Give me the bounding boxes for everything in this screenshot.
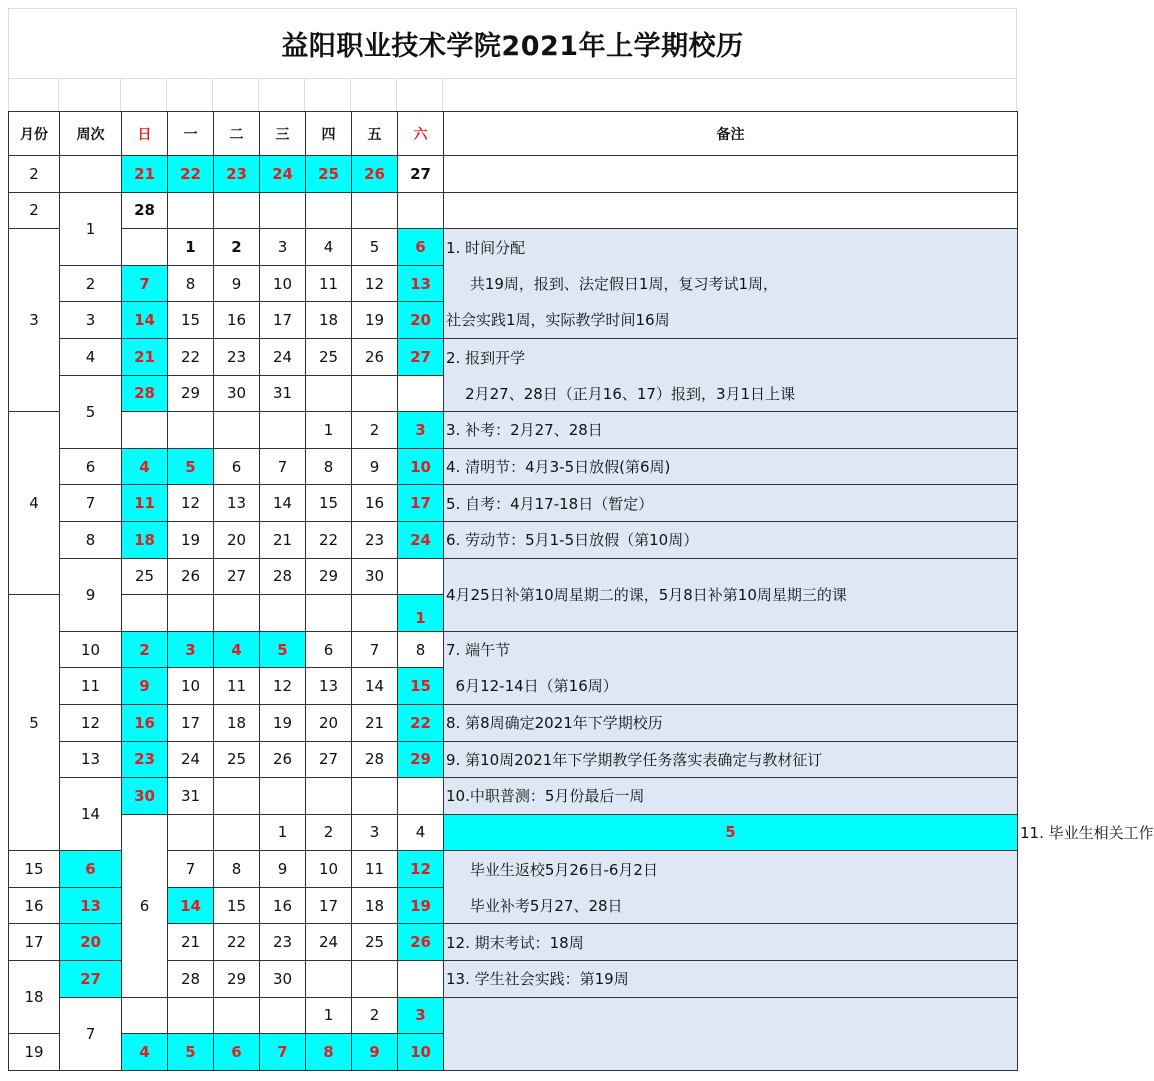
day-cell	[352, 192, 398, 229]
day-cell: 27	[398, 156, 444, 193]
header-tue: 二	[214, 112, 260, 156]
day-cell: 24	[168, 741, 214, 778]
day-cell: 12	[398, 851, 444, 888]
day-cell: 20	[60, 924, 122, 961]
day-cell: 16	[260, 887, 306, 924]
day-cell: 26	[260, 741, 306, 778]
day-cell: 22	[214, 924, 260, 961]
day-cell: 9	[122, 668, 168, 705]
note-cell	[444, 156, 1018, 193]
day-cell: 2	[352, 997, 398, 1034]
day-cell	[398, 961, 444, 998]
day-cell: 25	[122, 558, 168, 595]
day-cell: 5	[168, 448, 214, 485]
note-cell	[444, 997, 1018, 1070]
week-cell: 10	[60, 631, 122, 668]
day-cell: 29	[214, 961, 260, 998]
day-cell: 26	[352, 338, 398, 375]
day-cell: 6	[398, 229, 444, 266]
day-cell: 19	[168, 521, 214, 558]
day-cell: 4	[306, 229, 352, 266]
table-row	[9, 156, 1018, 193]
header-fri: 五	[352, 112, 398, 156]
month-cell: 6	[122, 814, 168, 997]
week-cell: 19	[9, 1034, 60, 1071]
week-cell: 2	[60, 265, 122, 302]
table-row	[9, 704, 1018, 741]
table-row	[9, 778, 1018, 815]
day-cell: 6	[214, 1034, 260, 1071]
day-cell: 30	[214, 375, 260, 412]
day-cell: 22	[168, 338, 214, 375]
month-cell: 2	[9, 156, 60, 193]
day-cell: 18	[306, 302, 352, 339]
day-cell	[260, 778, 306, 815]
day-cell	[352, 375, 398, 412]
day-cell: 25	[352, 924, 398, 961]
note-cell: 12. 期末考试：18周	[444, 924, 1018, 961]
day-cell: 28	[168, 961, 214, 998]
day-cell: 1	[306, 412, 352, 449]
day-cell: 10	[168, 668, 214, 705]
table-row	[9, 375, 1018, 412]
month-cell: 4	[9, 412, 60, 595]
day-cell	[306, 375, 352, 412]
day-cell	[260, 192, 306, 229]
day-cell: 7	[122, 265, 168, 302]
calendar-table	[8, 111, 1154, 1071]
day-cell: 21	[122, 338, 168, 375]
header-week: 周次	[60, 112, 122, 156]
header-mon: 一	[168, 112, 214, 156]
day-cell: 31	[168, 778, 214, 815]
month-cell: 5	[9, 595, 60, 851]
day-cell: 20	[214, 521, 260, 558]
day-cell: 4	[398, 814, 444, 851]
day-cell	[260, 412, 306, 449]
day-cell: 15	[168, 302, 214, 339]
day-cell	[214, 778, 260, 815]
day-cell: 5	[444, 814, 1018, 851]
day-cell: 26	[398, 924, 444, 961]
week-cell: 5	[60, 375, 122, 448]
week-cell: 4	[60, 338, 122, 375]
day-cell: 22	[306, 521, 352, 558]
day-cell: 24	[260, 156, 306, 193]
day-cell: 17	[306, 887, 352, 924]
table-row	[9, 265, 1018, 302]
day-cell: 3	[168, 631, 214, 668]
day-cell: 12	[260, 668, 306, 705]
day-cell: 18	[214, 704, 260, 741]
day-cell: 2	[122, 631, 168, 668]
day-cell	[122, 595, 168, 632]
day-cell: 23	[214, 338, 260, 375]
day-cell: 13	[306, 668, 352, 705]
day-cell	[122, 997, 168, 1034]
day-cell: 5	[352, 229, 398, 266]
week-cell: 12	[60, 704, 122, 741]
day-cell: 2	[214, 229, 260, 266]
table-row	[9, 302, 1018, 339]
note-cell: 毕业补考5月27、28日	[444, 887, 1018, 924]
week-cell: 14	[60, 778, 122, 851]
day-cell: 24	[306, 924, 352, 961]
header-sat: 六	[398, 112, 444, 156]
note-cell: 共19周，报到、法定假日1周，复习考试1周，	[444, 265, 1018, 302]
day-cell: 22	[398, 704, 444, 741]
day-cell: 31	[260, 375, 306, 412]
day-cell: 27	[306, 741, 352, 778]
day-cell: 15	[214, 887, 260, 924]
day-cell: 12	[352, 265, 398, 302]
day-cell: 29	[306, 558, 352, 595]
day-cell: 27	[398, 338, 444, 375]
week-cell: 15	[9, 851, 60, 888]
day-cell: 25	[214, 741, 260, 778]
day-cell	[214, 814, 260, 851]
day-cell: 25	[306, 338, 352, 375]
day-cell: 1	[398, 595, 444, 632]
day-cell: 10	[306, 851, 352, 888]
week-cell: 11	[60, 668, 122, 705]
day-cell: 4	[122, 1034, 168, 1071]
day-cell: 7	[168, 851, 214, 888]
day-cell	[214, 997, 260, 1034]
day-cell: 14	[168, 887, 214, 924]
day-cell: 15	[306, 485, 352, 522]
day-cell: 19	[260, 704, 306, 741]
day-cell: 10	[398, 1034, 444, 1071]
table-row	[9, 229, 1018, 266]
day-cell: 8	[306, 448, 352, 485]
day-cell: 4	[122, 448, 168, 485]
header-sun: 日	[122, 112, 168, 156]
day-cell: 21	[168, 924, 214, 961]
day-cell: 19	[398, 887, 444, 924]
day-cell: 7	[260, 448, 306, 485]
day-cell: 1	[306, 997, 352, 1034]
day-cell: 27	[214, 558, 260, 595]
day-cell: 12	[168, 485, 214, 522]
day-cell: 24	[260, 338, 306, 375]
month-cell: 2	[9, 192, 60, 229]
day-cell: 30	[122, 778, 168, 815]
day-cell: 8	[306, 1034, 352, 1071]
day-cell	[306, 595, 352, 632]
day-cell	[214, 192, 260, 229]
day-cell: 8	[214, 851, 260, 888]
day-cell: 5	[168, 1034, 214, 1071]
day-cell: 30	[260, 961, 306, 998]
week-cell: 9	[60, 558, 122, 631]
day-cell: 9	[214, 265, 260, 302]
day-cell: 4	[214, 631, 260, 668]
day-cell: 3	[352, 814, 398, 851]
day-cell: 21	[260, 521, 306, 558]
day-cell: 25	[306, 156, 352, 193]
note-cell	[444, 192, 1018, 229]
day-cell	[306, 778, 352, 815]
week-cell	[60, 156, 122, 193]
week-cell: 18	[9, 961, 60, 1034]
day-cell	[398, 778, 444, 815]
day-cell: 17	[168, 704, 214, 741]
table-row	[9, 668, 1018, 705]
day-cell: 2	[306, 814, 352, 851]
day-cell: 11	[352, 851, 398, 888]
day-cell: 28	[260, 558, 306, 595]
day-cell	[168, 192, 214, 229]
note-cell: 5. 自考：4月17-18日（暂定）	[444, 485, 1018, 522]
table-row	[9, 741, 1018, 778]
day-cell: 14	[260, 485, 306, 522]
day-cell	[306, 961, 352, 998]
header-row	[9, 112, 1018, 156]
day-cell: 3	[260, 229, 306, 266]
day-cell: 29	[168, 375, 214, 412]
day-cell: 19	[352, 302, 398, 339]
day-cell: 16	[122, 704, 168, 741]
day-cell: 23	[352, 521, 398, 558]
day-cell	[214, 595, 260, 632]
note-cell: 6月12-14日（第16周）	[444, 668, 1018, 705]
day-cell: 6	[214, 448, 260, 485]
note-cell: 9. 第10周2021年下学期教学任务落实表确定与教材征订	[444, 741, 1018, 778]
day-cell: 30	[352, 558, 398, 595]
day-cell	[352, 961, 398, 998]
note-cell: 社会实践1周，实际教学时间16周	[444, 302, 1018, 339]
note-cell: 8. 第8周确定2021年下学期校历	[444, 704, 1018, 741]
day-cell: 18	[352, 887, 398, 924]
day-cell: 2	[352, 412, 398, 449]
day-cell: 23	[260, 924, 306, 961]
day-cell: 9	[352, 448, 398, 485]
day-cell: 15	[398, 668, 444, 705]
table-row	[9, 558, 1018, 595]
week-cell: 3	[60, 302, 122, 339]
day-cell: 11	[122, 485, 168, 522]
day-cell: 5	[260, 631, 306, 668]
day-cell: 3	[398, 412, 444, 449]
day-cell: 28	[122, 192, 168, 229]
page-title: 益阳职业技术学院2021年上学期校历	[8, 8, 1017, 79]
note-cell: 2月27、28日（正月16、17）报到，3月1日上课	[444, 375, 1018, 412]
day-cell: 28	[352, 741, 398, 778]
day-cell: 13	[398, 265, 444, 302]
week-cell: 6	[60, 448, 122, 485]
day-cell	[168, 412, 214, 449]
day-cell: 23	[122, 741, 168, 778]
day-cell	[122, 412, 168, 449]
header-month: 月份	[9, 112, 60, 156]
day-cell: 13	[60, 887, 122, 924]
day-cell: 17	[398, 485, 444, 522]
day-cell	[168, 814, 214, 851]
day-cell: 21	[122, 156, 168, 193]
day-cell: 22	[168, 156, 214, 193]
week-cell: 17	[9, 924, 60, 961]
day-cell	[168, 997, 214, 1034]
note-cell: 2. 报到开学	[444, 338, 1018, 375]
note-cell: 10.中职普测：5月份最后一周	[444, 778, 1018, 815]
day-cell: 8	[168, 265, 214, 302]
day-cell: 26	[168, 558, 214, 595]
day-cell: 7	[352, 631, 398, 668]
day-cell: 24	[398, 521, 444, 558]
spacer-row	[8, 79, 1017, 112]
day-cell: 9	[352, 1034, 398, 1071]
day-cell	[122, 229, 168, 266]
week-cell: 7	[60, 485, 122, 522]
day-cell	[306, 192, 352, 229]
day-cell: 6	[306, 631, 352, 668]
note-cell: 3. 补考：2月27、28日	[444, 412, 1018, 449]
header-notes: 备注	[444, 112, 1018, 156]
day-cell: 14	[352, 668, 398, 705]
day-cell	[352, 595, 398, 632]
day-cell	[398, 558, 444, 595]
table-row: 6 1 2 3 4 5 11. 毕业生相关工作	[9, 814, 1018, 851]
table-row	[9, 485, 1018, 522]
table-row	[9, 997, 1018, 1034]
day-cell: 20	[306, 704, 352, 741]
day-cell	[398, 192, 444, 229]
day-cell: 26	[352, 156, 398, 193]
day-cell: 14	[122, 302, 168, 339]
week-cell: 8	[60, 521, 122, 558]
week-cell: 13	[60, 741, 122, 778]
day-cell	[214, 412, 260, 449]
note-cell: 4. 清明节：4月3-5日放假(第6周)	[444, 448, 1018, 485]
table-row	[9, 412, 1018, 449]
day-cell: 6	[60, 851, 122, 888]
day-cell: 21	[352, 704, 398, 741]
week-cell: 1	[60, 192, 122, 265]
note-cell: 毕业生返校5月26日-6月2日	[444, 851, 1018, 888]
day-cell: 8	[398, 631, 444, 668]
day-cell: 11	[306, 265, 352, 302]
month-cell: 3	[9, 229, 60, 412]
day-cell	[398, 375, 444, 412]
day-cell: 11	[214, 668, 260, 705]
table-row	[9, 448, 1018, 485]
day-cell: 7	[260, 1034, 306, 1071]
header-wed: 三	[260, 112, 306, 156]
header-thu: 四	[306, 112, 352, 156]
day-cell: 1	[168, 229, 214, 266]
note-cell: 7. 端午节	[444, 631, 1018, 668]
note-cell: 13. 学生社会实践：第19周	[444, 961, 1018, 998]
day-cell	[260, 997, 306, 1034]
calendar-sheet	[8, 8, 1154, 1074]
day-cell: 29	[398, 741, 444, 778]
note-cell: 1. 时间分配	[444, 229, 1018, 266]
day-cell: 3	[398, 997, 444, 1034]
table-row	[9, 521, 1018, 558]
day-cell	[260, 595, 306, 632]
day-cell: 10	[260, 265, 306, 302]
day-cell: 23	[214, 156, 260, 193]
month-cell: 7	[60, 997, 122, 1070]
table-row	[9, 192, 1018, 229]
table-row	[9, 338, 1018, 375]
day-cell	[168, 595, 214, 632]
day-cell: 18	[122, 521, 168, 558]
day-cell: 9	[260, 851, 306, 888]
day-cell: 20	[398, 302, 444, 339]
day-cell	[352, 778, 398, 815]
day-cell: 10	[398, 448, 444, 485]
day-cell: 16	[352, 485, 398, 522]
day-cell: 28	[122, 375, 168, 412]
day-cell: 1	[260, 814, 306, 851]
day-cell: 16	[214, 302, 260, 339]
table-row	[9, 631, 1018, 668]
day-cell: 27	[60, 961, 122, 998]
note-cell: 6. 劳动节：5月1-5日放假（第10周）	[444, 521, 1018, 558]
week-cell: 16	[9, 887, 60, 924]
day-cell: 17	[260, 302, 306, 339]
note-cell: 4月25日补第10周星期二的课，5月8日补第10周星期三的课	[444, 558, 1018, 631]
day-cell: 13	[214, 485, 260, 522]
